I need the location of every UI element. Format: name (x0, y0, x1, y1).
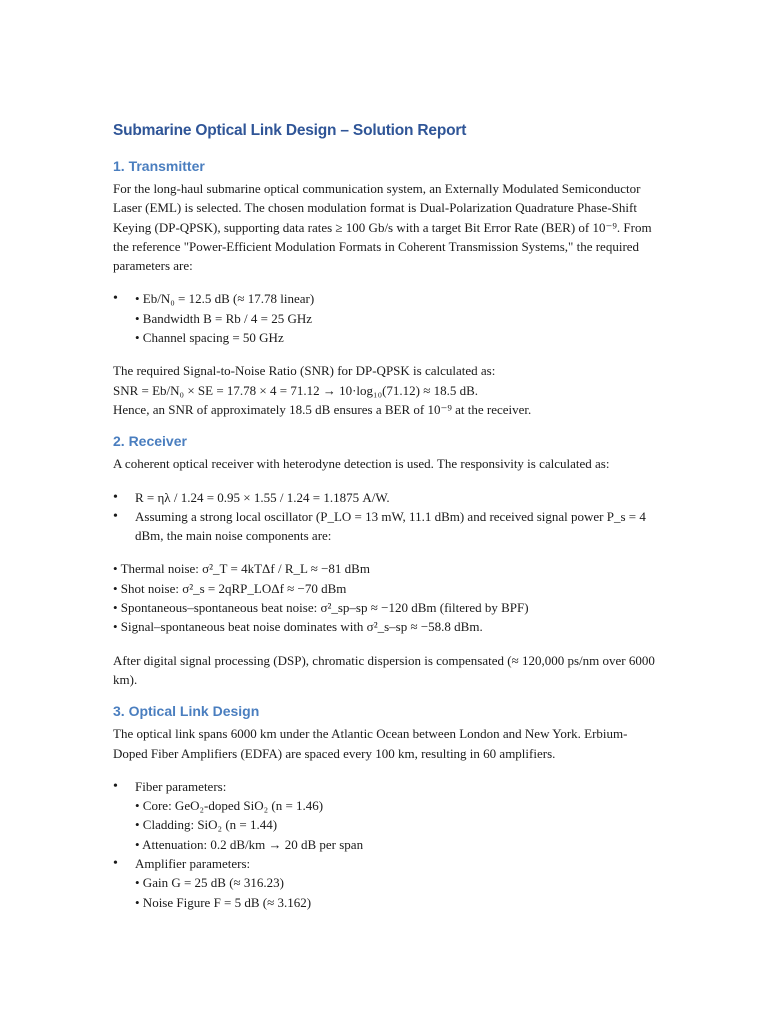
transmitter-intro-paragraph: For the long-haul submarine optical communication system, an Externally Modulated Semiconductor Laser (EML) is selected. The chosen modulation format is Dual-Polarization Quadrature Phase-Shift Keying (DP-QPSK), supporting data rates ≥ 100 Gb/s with a target Bit Error Rate (BER) of 10⁻⁹. From the reference "Power-Efficient Modulation Formats in Coherent Transmission Systems," the required parameters are: (113, 181, 652, 274)
snr-line-1: The required Signal-to-Noise Ratio (SNR) for DP-QPSK is calculated as: (113, 363, 496, 379)
list-item (113, 854, 658, 912)
list-item (113, 777, 658, 854)
eb-n0-line: • • Eb/N₀ = 12.5 dB (≈ 17.78 linear) (135, 291, 315, 307)
shot-noise-line: • Shot noise: σ²_s = 2qRP_LOΔf ≈ −70 dBm (113, 580, 347, 596)
receiver-intro-paragraph: A coherent optical receiver with heterodyne detection is used. The responsivity is calculated as: (113, 456, 610, 472)
channel-spacing-line: • Channel spacing = 50 GHz (135, 330, 284, 346)
attenuation-line: • Attenuation: 0.2 dB/km → 20 dB per span (135, 836, 364, 852)
list-item: • R = ηλ / 1.24 = 0.95 × 1.55 / 1.24 = 1.1875 A/W. (113, 488, 658, 507)
link-parameter-list (113, 777, 658, 912)
section-heading-optical-link: 3. Optical Link Design (113, 703, 260, 720)
transmitter-parameter-list (113, 289, 658, 347)
section-heading-transmitter: 1. Transmitter (113, 158, 205, 174)
amplifier-parameters-label: • Amplifier parameters: (135, 856, 251, 872)
cladding-line: • Cladding: SiO₂ (n = 1.44) (135, 817, 278, 833)
snr-paragraph (113, 361, 658, 419)
snr-line-2: SNR = Eb/N₀ × SE = 17.78 × 4 = 71.12 → 10·log₁₀(71.12) ≈ 18.5 dB. (113, 382, 479, 398)
gain-line: • Gain G = 25 dB (≈ 316.23) (135, 875, 285, 891)
fiber-parameters-label: • Fiber parameters: (135, 778, 227, 794)
s-sp-noise-line: • Signal–spontaneous beat noise dominates with σ²_s–sp ≈ −58.8 dBm. (113, 619, 483, 635)
noise-components-paragraph (113, 559, 658, 636)
section-heading-receiver: 2. Receiver (113, 433, 187, 450)
dsp-paragraph: After digital signal processing (DSP), chromatic dispersion is compensated (≈ 120,000 ps/nm over 6000 km). (113, 652, 655, 687)
thermal-noise-line: • Thermal noise: σ²_T = 4kTΔf / R_L ≈ −81 dBm (113, 561, 370, 577)
receiver-bullet-list (113, 488, 658, 546)
core-line: • Core: GeO₂-doped SiO₂ (n = 1.46) (135, 798, 324, 814)
document-body (113, 122, 658, 912)
document-title: Submarine Optical Link Design – Solution Report (113, 122, 467, 139)
noise-figure-line: • Noise Figure F = 5 dB (≈ 3.162) (135, 894, 312, 910)
optical-link-intro-paragraph: The optical link spans 6000 km under the Atlantic Ocean between London and New York. Erbium-Doped Fiber Amplifiers (EDFA) are spaced every 100 km, resulting in 60 amplifiers. (113, 726, 628, 761)
list-item (113, 289, 658, 347)
list-item: • Assuming a strong local oscillator (P_LO = 13 mW, 11.1 dBm) and received signal power P_s = 4 dBm, the main noise components are: (113, 507, 658, 546)
sp-sp-noise-line: • Spontaneous–spontaneous beat noise: σ²_sp–sp ≈ −120 dBm (filtered by BPF) (113, 600, 529, 616)
snr-line-3: Hence, an SNR of approximately 18.5 dB ensures a BER of 10⁻⁹ at the receiver. (113, 401, 532, 417)
bandwidth-line: • Bandwidth B = Rb / 4 = 25 GHz (135, 310, 313, 326)
